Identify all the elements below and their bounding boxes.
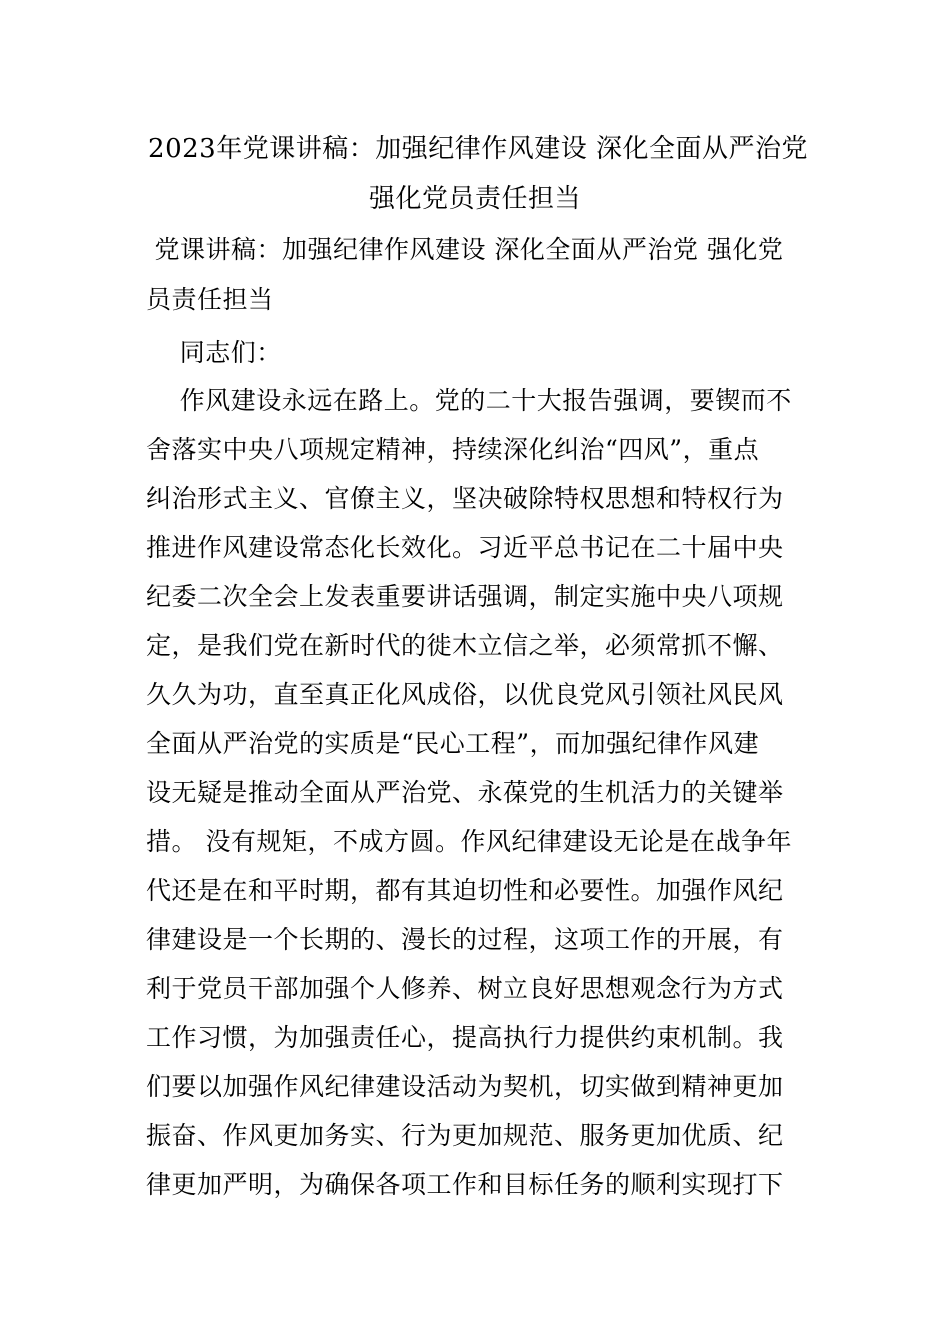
body-line: 党课讲稿：加强纪律作风建设 深化全面从严治党 强化党	[146, 235, 784, 264]
body-line: 纠治形式主义、官僚主义，坚决破除特权思想和特权行为	[146, 484, 784, 513]
body-line: 舍落实中央八项规定精神，持续深化纠治“四风”，重点	[146, 435, 760, 464]
body-line: 们要以加强作风纪律建设活动为契机，切实做到精神更加	[146, 1072, 784, 1101]
body-line: 利于党员干部加强个人修养、树立良好思想观念行为方式	[146, 974, 784, 1003]
body-line: 作风建设永远在路上。党的二十大报告强调，要锲而不	[146, 386, 792, 415]
body-line: 措。 没有规矩，不成方圆。作风纪律建设无论是在战争年	[146, 827, 792, 856]
body-line: 设无疑是推动全面从严治党、永葆党的生机活力的关键举	[146, 778, 784, 807]
body-line: 全面从严治党的实质是“民心工程”，而加强纪律作风建	[146, 729, 760, 758]
body-line: 同志们：	[146, 338, 282, 367]
body-line: 纪委二次全会上发表重要讲话强调，制定实施中央八项规	[146, 582, 784, 611]
document-title-line-1: 2023年党课讲稿：加强纪律作风建设 深化全面从严治党	[148, 134, 808, 164]
body-line: 律更加严明，为确保各项工作和目标任务的顺利实现打下	[146, 1170, 784, 1199]
document-title-line-2: 强化党员责任担当	[368, 184, 581, 214]
body-line: 员责任担当	[146, 285, 274, 314]
body-line: 推进作风建设常态化长效化。习近平总书记在二十届中央	[146, 533, 784, 562]
body-line: 振奋、作风更加务实、行为更加规范、服务更加优质、纪	[146, 1121, 784, 1150]
body-line: 久久为功，直至真正化风成俗，以优良党风引领社风民风	[146, 680, 784, 709]
body-line: 律建设是一个长期的、漫长的过程，这项工作的开展，有	[146, 925, 784, 954]
body-line: 定，是我们党在新时代的徙木立信之举，必须常抓不懈、	[146, 631, 784, 660]
body-line: 代还是在和平时期，都有其迫切性和必要性。加强作风纪	[146, 876, 784, 905]
body-line: 工作习惯，为加强责任心，提高执行力提供约束机制。我	[146, 1023, 784, 1052]
